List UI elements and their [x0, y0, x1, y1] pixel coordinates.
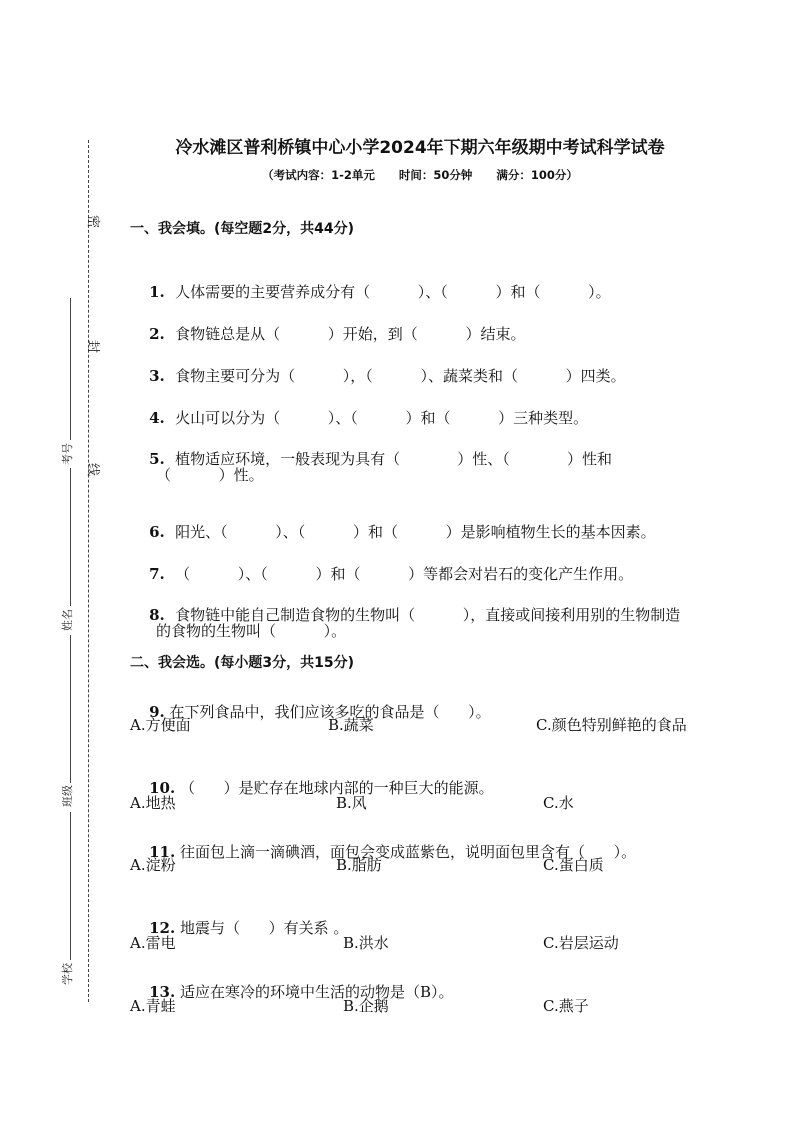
option-b: B.洪水 — [343, 934, 389, 952]
class-line — [70, 635, 71, 783]
student-id-line — [70, 298, 71, 440]
question-number: 7. — [149, 565, 165, 583]
question-number: 11. — [149, 843, 176, 861]
question-continuation: （ ）性。 — [156, 466, 264, 484]
option-c: C.蛋白质 — [543, 856, 604, 874]
question-item — [130, 963, 454, 1020]
question-text: 阳光、（ ）、（ ）和（ ）是影响植物生长的基本因素。 — [175, 523, 656, 541]
exam-title: 冷水滩区普利桥镇中心小学2024年下期六年级期中考试科学试卷 — [175, 138, 665, 158]
question-text: （ ）是贮存在地球内部的一种巨大的能源。 — [179, 779, 494, 797]
option-a: A.地热 — [130, 794, 176, 812]
option-c: C.水 — [543, 794, 574, 812]
question-number: 3. — [149, 367, 165, 385]
option-b: B.脂肪 — [336, 856, 382, 874]
seal-dashed-line — [88, 140, 89, 1002]
question-number: 1. — [149, 283, 165, 301]
question-text: 食物链中能自己制造食物的生物叫（ ），直接或间接利用别的生物制造 — [175, 606, 681, 624]
question-text: 在下列食品中，我们应该多吃的食品是（ ）。 — [169, 703, 491, 721]
section-heading: 一、我会填。(每空题2分，共44分) — [130, 221, 355, 237]
question-number: 2. — [149, 325, 165, 343]
school-label: 学校 — [61, 963, 74, 985]
class-label: 班级 — [61, 785, 74, 807]
option-c: C.燕子 — [543, 997, 589, 1015]
question-text: 植物适应环境，一般表现为具有（ ）性、（ ）性和 — [175, 450, 613, 468]
student-id-label: 考号 — [61, 443, 74, 465]
question-text: 人体需要的主要营养成分有（ ）、（ ）和（ ）。 — [175, 283, 611, 301]
question-text: （ ）、（ ）和（ ）等都会对岩石的变化产生作用。 — [175, 565, 634, 583]
question-number: 13. — [149, 983, 176, 1001]
option-c: C.岩层运动 — [543, 934, 619, 952]
question-number: 9. — [149, 703, 165, 721]
question-number: 12. — [149, 919, 176, 937]
question-text: 食物链总是从（ ）开始，到（ ）结束。 — [175, 325, 526, 343]
option-a: A.青蛙 — [130, 997, 176, 1015]
school-line — [70, 812, 71, 960]
option-a: A.雷电 — [130, 934, 176, 952]
question-item — [130, 759, 494, 816]
question-number: 8. — [149, 606, 165, 624]
question-number: 10. — [149, 779, 176, 797]
section-heading: 二、我会选。(每小题3分，共15分) — [130, 655, 355, 671]
exam-info: （考试内容：1-2单元 时间：50分钟 满分：100分） — [262, 168, 578, 182]
option-a: A.淀粉 — [130, 856, 176, 874]
question-text: 食物主要可分为（ ），（ ）、蔬菜类和（ ）四类。 — [175, 367, 626, 385]
option-c: C.颜色特别鲜艳的食品 — [536, 716, 687, 734]
question-text: 地震与（ ）有关系 。 — [179, 919, 349, 937]
option-b: B.风 — [336, 794, 367, 812]
seal-char-mi: 密 — [85, 214, 101, 229]
question-number: 6. — [149, 523, 165, 541]
question-number: 5. — [149, 450, 165, 468]
name-line — [70, 468, 71, 606]
question-text: 适应在寒冷的环境中生活的动物是（B）。 — [179, 983, 454, 1001]
option-b: B.企鹅 — [343, 997, 389, 1015]
option-a: A.方便面 — [130, 716, 191, 734]
question-text: 火山可以分为（ ）、（ ）和（ ）三种类型。 — [175, 409, 589, 427]
option-b: B.蔬菜 — [328, 716, 374, 734]
seal-char-xian: 线 — [85, 462, 101, 477]
question-continuation: 的食物的生物叫（ ）。 — [156, 622, 347, 640]
question-text: 往面包上滴一滴碘酒，面包会变成蓝紫色，说明面包里含有（ ）。 — [179, 843, 637, 861]
name-label: 姓名 — [61, 609, 74, 631]
seal-char-feng: 封 — [85, 339, 101, 354]
question-number: 4. — [149, 409, 165, 427]
